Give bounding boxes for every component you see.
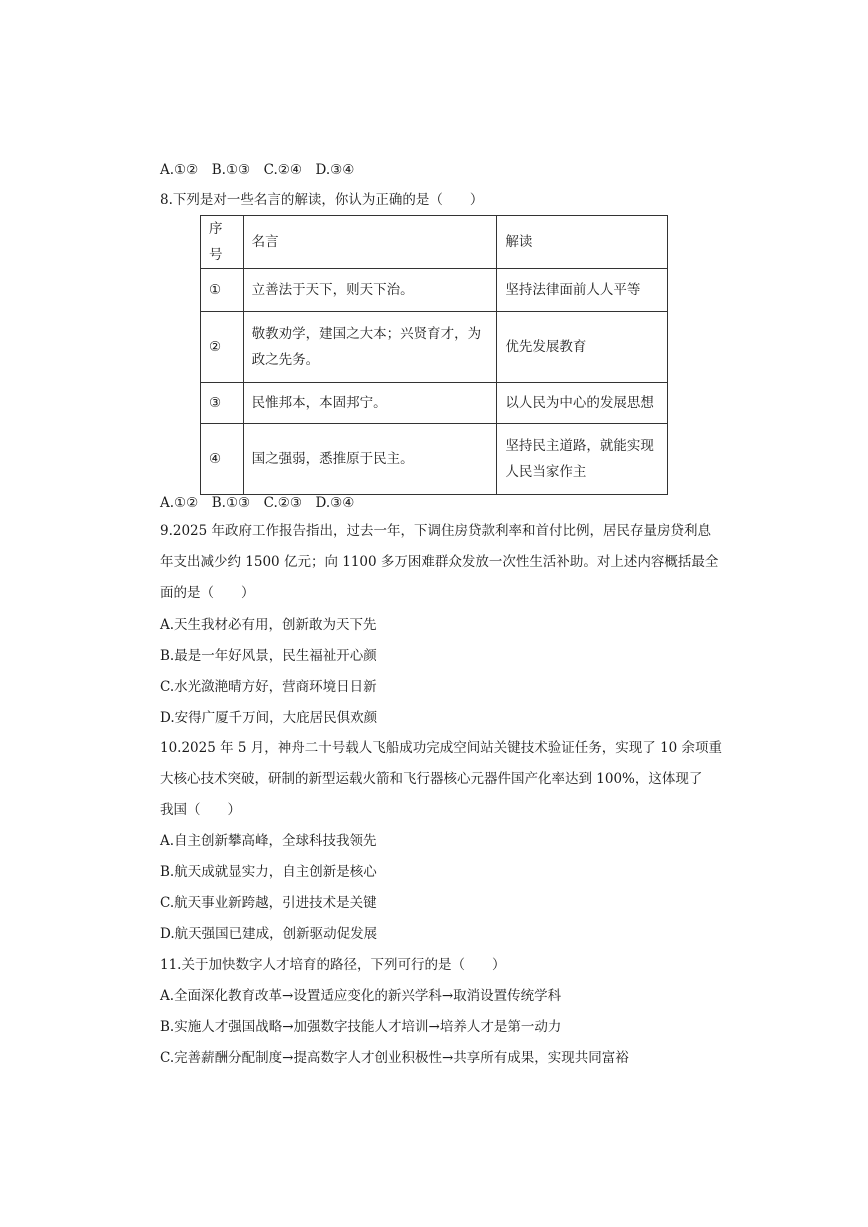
row-quote: 敬教劝学，建国之大本；兴贤育才，为政之先务。 bbox=[243, 312, 497, 383]
row-index: ③ bbox=[201, 383, 244, 424]
table-row bbox=[201, 383, 668, 424]
q11-option-b: B.实施人才强国战略→加强数字技能人才培训→培养人才是第一动力 bbox=[160, 1019, 562, 1035]
row-quote: 民惟邦本，本固邦宁。 bbox=[243, 383, 497, 424]
q10-option-a: A.自主创新攀高峰，全球科技我领先 bbox=[160, 833, 377, 849]
row-index: ④ bbox=[201, 424, 244, 495]
q7-options: A.①② B.①③ C.②④ D.③④ bbox=[160, 162, 355, 178]
table-row bbox=[201, 312, 668, 383]
q10-option-d: D.航天强国已建成，创新驱动促发展 bbox=[160, 926, 378, 942]
header-interpretation: 解读 bbox=[497, 216, 668, 269]
q10-stem-line-3: 我国（ ） bbox=[160, 802, 241, 818]
row-interpretation: 坚持法律面前人人平等 bbox=[497, 269, 668, 312]
q9-option-c: C.水光潋滟晴方好，营商环境日日新 bbox=[160, 679, 377, 695]
row-quote: 国之强弱，悉推原于民主。 bbox=[243, 424, 497, 495]
q9-option-a: A.天生我材必有用，创新敢为天下先 bbox=[160, 617, 377, 633]
q10-stem-line-1: 10.2025 年 5 月，神舟二十号载人飞船成功完成空间站关键技术验证任务，实现了 10 余项重 bbox=[160, 740, 723, 756]
header-index: 序号 bbox=[201, 216, 244, 269]
row-interpretation: 坚持民主道路，就能实现人民当家作主 bbox=[497, 424, 668, 495]
q10-option-c: C.航天事业新跨越，引进技术是关键 bbox=[160, 895, 377, 911]
table-row bbox=[201, 424, 668, 495]
row-index: ② bbox=[201, 312, 244, 383]
q9-option-b: B.最是一年好风景，民生福祉开心颜 bbox=[160, 648, 377, 664]
row-interpretation: 以人民为中心的发展思想 bbox=[497, 383, 668, 424]
q9-option-d: D.安得广厦千万间，大庇居民俱欢颜 bbox=[160, 710, 378, 726]
q8-table bbox=[200, 215, 668, 495]
q8-options: A.①② B.①③ C.②③ D.③④ bbox=[160, 495, 355, 511]
q8-stem: 8.下列是对一些名言的解读，你认为正确的是（ ） bbox=[160, 192, 484, 208]
q11-stem: 11.关于加快数字人才培育的路径，下列可行的是（ ） bbox=[160, 957, 506, 973]
row-index: ① bbox=[201, 269, 244, 312]
q9-stem-line-3: 面的是（ ） bbox=[160, 585, 255, 601]
q9-stem-line-2: 年支出减少约 1500 亿元；向 1100 多万困难群众发放一次性生活补助。对上述内容概括最全 bbox=[160, 554, 719, 570]
q11-option-a: A.全面深化教育改革→设置适应变化的新兴学科→取消设置传统学科 bbox=[160, 988, 562, 1004]
row-quote: 立善法于天下，则天下治。 bbox=[243, 269, 497, 312]
table-header-row bbox=[201, 216, 668, 269]
q10-option-b: B.航天成就显实力，自主创新是核心 bbox=[160, 864, 377, 880]
q11-option-c: C.完善薪酬分配制度→提高数字人才创业积极性→共享所有成果，实现共同富裕 bbox=[160, 1050, 629, 1066]
q9-stem-line-1: 9.2025 年政府工作报告指出，过去一年，下调住房贷款利率和首付比例，居民存量房贷利息 bbox=[160, 523, 712, 539]
row-interpretation: 优先发展教育 bbox=[497, 312, 668, 383]
table-row bbox=[201, 269, 668, 312]
q10-stem-line-2: 大核心技术突破，研制的新型运载火箭和飞行器核心元器件国产化率达到 100%，这体现了 bbox=[160, 771, 703, 787]
header-quote: 名言 bbox=[243, 216, 497, 269]
